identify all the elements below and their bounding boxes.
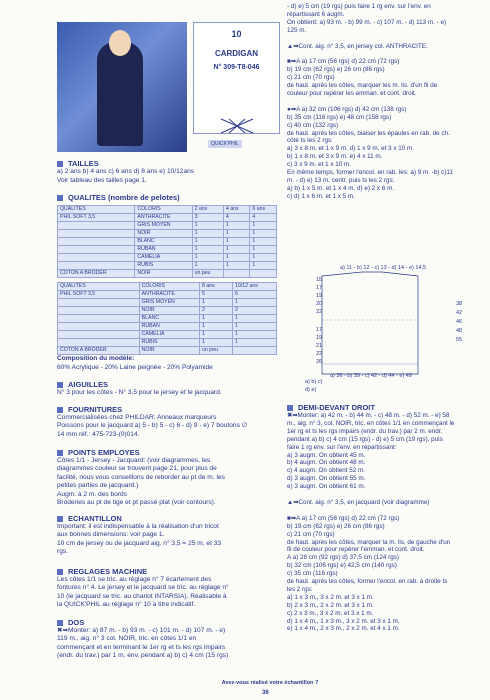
- table-cell: 1: [233, 339, 277, 347]
- table-row: [58, 214, 277, 222]
- schema-measure-label: 15: [316, 277, 323, 283]
- table-cell: ANTHRACITE: [139, 291, 199, 299]
- table-cell: [58, 222, 135, 230]
- table-cell: PHIL SOFT 3,5: [58, 214, 135, 222]
- section-points: [57, 448, 140, 457]
- table-cell: 1: [192, 262, 223, 270]
- schema-measure-label: 46: [456, 319, 463, 325]
- table-header-cell: COLORIS: [139, 283, 199, 291]
- bullet-square-icon: [57, 450, 63, 456]
- table-cell: [58, 323, 140, 331]
- table-header-cell: QUALITES: [58, 283, 140, 291]
- table-cell: 1: [192, 222, 223, 230]
- table-cell: 1: [200, 339, 233, 347]
- table-cell: 1: [223, 262, 250, 270]
- composition-title: Composition du modèle:: [57, 355, 135, 362]
- fournitures-text: Commercialisées chez PHILDAR: Anneaux marqueurs Poissons pour le jacquard a) 5 - b) 5 - c) 6 - d) 9 - e) 7 boutons ∅ 14 mm réf.: 475-723-(0)014.: [57, 414, 248, 438]
- table-cell: BLANC: [135, 238, 192, 246]
- table-cell: 1: [250, 246, 277, 254]
- section-title: REGLAGES MACHINE: [68, 567, 148, 576]
- table-cell: [250, 270, 277, 278]
- table-cell: 5: [200, 291, 233, 299]
- schema-right-labels: [456, 300, 462, 345]
- section-title: AIGUILLES: [68, 380, 109, 389]
- table-cell: 2: [233, 307, 277, 315]
- table-cell: 1: [192, 254, 223, 262]
- schema-measure-label: 19: [316, 293, 323, 299]
- section-reglages: [57, 567, 147, 576]
- table-row: [58, 270, 277, 278]
- bullet-square-icon: [57, 195, 63, 201]
- table-cell: NOIR: [135, 270, 192, 278]
- table-cell: [233, 347, 277, 355]
- schema-bottom-label: a) 36 - b) 39 - c) 42 - d) 44 - e) 49: [330, 373, 412, 379]
- schema-measure-label: 48: [456, 328, 463, 334]
- table-row: [58, 222, 277, 230]
- table-cell: 1: [223, 254, 250, 262]
- section-dos: [57, 618, 84, 627]
- table-cell: RUBIS: [135, 262, 192, 270]
- schema-measure-label: 19: [316, 335, 323, 341]
- table-cell: COTON A BRODER: [58, 270, 135, 278]
- bullet-square-icon: [57, 620, 63, 626]
- table-cell: RUBAN: [139, 323, 199, 331]
- table-header-cell: 8 ans: [200, 283, 233, 291]
- schema-side-label-2: d) e): [305, 387, 317, 393]
- table-row: [58, 339, 277, 347]
- bullet-square-icon: [287, 405, 293, 411]
- section-title: TAILLES: [68, 159, 99, 168]
- schema-measure-label: 22: [316, 351, 323, 357]
- table-row: [58, 246, 277, 254]
- yarn-table-1: [57, 205, 277, 278]
- section-fournitures: [57, 405, 122, 414]
- table-cell: 2: [200, 307, 233, 315]
- table-cell: CAMELIA: [139, 331, 199, 339]
- bullet-square-icon: [57, 569, 63, 575]
- section-title: ECHANTILLON: [68, 514, 122, 523]
- table-row: [58, 307, 277, 315]
- table-cell: 1: [223, 246, 250, 254]
- table-cell: [223, 270, 250, 278]
- table-header-cell: COLORIS: [135, 206, 192, 214]
- table-cell: 1: [233, 323, 277, 331]
- table-cell: 4: [250, 214, 277, 222]
- schema-measure-label: 17: [316, 327, 323, 333]
- section-tailles: [57, 159, 99, 168]
- table-header-row: [58, 283, 277, 291]
- schema-left-bottom-labels: [316, 326, 322, 366]
- bullet-square-icon: [57, 516, 63, 522]
- schema-left-top-labels: [316, 276, 322, 316]
- table-header-cell: 10/12 ans: [233, 283, 277, 291]
- schema-measure-label: 26: [316, 359, 323, 365]
- table-cell: GRIS MOYEN: [135, 222, 192, 230]
- table-cell: ANTHRACITE: [135, 214, 192, 222]
- table-cell: un peu: [200, 347, 233, 355]
- table-row: [58, 299, 277, 307]
- table-cell: 1: [233, 299, 277, 307]
- schema-measure-label: 42: [456, 310, 463, 316]
- table-cell: 1: [200, 299, 233, 307]
- demi-devant-text: ✖➡Monter: a) 42 m. - b) 44 m. - c) 48 m. - d) 52 m. - e) 58 m., aig. n° 3, col. NOIR, tric. en côtes 1/1 en commençant le 1er rg et ts les rgs impairs (endr. du trav.) par 2 m. endr. pendant a) b) c) 4 cm (15 rgs) - d) e) 5 cm (19 rgs), puis faire 1 rg env. sur l'env. en répartissant: a) 3 augm. On obtient 45 m. b) 4 augm. On obtient 48 m. c) 4 augm. On obtient 52 m. d) 3 augm. On obtient 55 m. e) 3 augm. On obtient 61 m. ▲➡Cont. aig. n° 3,5, en jacquard (voir diagramme) ■➡A a) 17 cm (56 rgs) d) 22 cm (72 rgs) b) 19 cm (62 rgs) e) 26 cm (86 rgs) c) 21 cm (70 rgs) de haut. après les côtes, marquer la m. lis. de gauche d'un fil de couleur pour repérer l'emman. et cont. droit. A a) 28 cm (92 rgs) d) 37,5 cm (124 rgs) b) 32 cm (106 rgs) e) 42,5 cm (140 rgs) c) 35 cm (116 rgs) de haut. après les côtes, former l'encol. en rab. à droite ts les 2 rgs: a) 1 x 3 m., 3 x 2 m. et 3 x 1 m. b) 2 x 3 m., 2 x 2 m. et 3 x 1 m. c) 2 x 3 m., 3 x 2 m. et 3 x 1 m. d) 1 x 4 m., 1 x 3 m., 3 x 2 m. et 3 x 1 m. e) 1 x 4 m., 2 x 3 m., 2 x 2 m. et 4 x 1 m.: [287, 412, 455, 633]
- table-cell: 1: [233, 331, 277, 339]
- section-title: QUALITES (nombre de pelotes): [68, 193, 180, 202]
- table-row: [58, 254, 277, 262]
- bullet-square-icon: [57, 161, 63, 167]
- table-cell: un peu: [192, 270, 223, 278]
- schema-measure-label: 22: [316, 309, 323, 315]
- table-cell: 1: [200, 331, 233, 339]
- table-row: [58, 238, 277, 246]
- table-cell: [58, 230, 135, 238]
- child-figure: [97, 42, 143, 146]
- aiguilles-text: N° 3 pour les côtes - N° 3,5 pour le jersey et le jacquard.: [57, 389, 222, 396]
- table-cell: CAMELIA: [135, 254, 192, 262]
- dos-continued-text: - d) e) 5 cm (19 rgs) puis faire 1 rg env. sur l'env. en répartissant 6 augm. On obtient: a) 93 m. - b) 99 m. - c) 107 m. - d) 113 m. - e) 125 m. ▲➡Cont. aig. n° 3,5, en jersey col. ANTHRACITE. ■➡A a) 17 cm (56 rgs) d) 22 cm (72 rgs) b) 19 cm (62 rgs) e) 26 cm (86 rgs) c) 21 cm (70 rgs) de haut. après les côtes, marquer les m. lis. d'un fil de couleur pour repérer les emman. et cont. droit. ●➡A a) 32 cm (106 rgs) d) 42 cm (138 rgs) b) 35 cm (116 rgs) e) 48 cm (158 rgs) c) 40 cm (132 rgs) de haut. après les côtes, biaiser les épaules en rab. de ch. côté ts les 2 rgs: a) 3 x 8 m. et 1 x 9 m. d) 1 x 9 m. et 3 x 10 m. b) 1 x 8 m. et 3 x 9 m. e) 4 x 11 m. c) 3 x 9 m. et 1 x 10 m. En même temps, former l'encol. en rab. les: a) 9 m. -b) c)11 m. - d) e) 13 m. centr. puis ts les 2 rgs: a) b) 1 x 5 m. et 1 x 4 m. d) e) 2 x 6 m. c) d) 1 x 6 m. et 1 x 5 m.: [287, 3, 453, 200]
- table-cell: RUBAN: [135, 246, 192, 254]
- footer-question: Avez-vous réalisé votre échantillon ?: [221, 680, 319, 686]
- section-title: DEMI-DEVANT DROIT: [298, 403, 375, 412]
- table-cell: [58, 246, 135, 254]
- table-cell: NOIR: [135, 230, 192, 238]
- table-cell: PHIL SOFT 3,5: [58, 291, 140, 299]
- table-cell: 1: [192, 246, 223, 254]
- table-row: [58, 262, 277, 270]
- table-cell: [58, 254, 135, 262]
- table-cell: 1: [250, 254, 277, 262]
- table-cell: NOIR: [139, 307, 199, 315]
- table-cell: 1: [250, 230, 277, 238]
- table-cell: 1: [223, 230, 250, 238]
- table-cell: [58, 238, 135, 246]
- schema-measure-label: 55: [456, 337, 463, 343]
- table-cell: RUBIS: [139, 339, 199, 347]
- table-cell: [58, 307, 140, 315]
- page-number: 36: [262, 690, 269, 696]
- table-row: [58, 230, 277, 238]
- quickphil-badge: QUICK'PHIL: [208, 140, 242, 148]
- section-echantillon: [57, 514, 122, 523]
- schema-top-label: a) 11 - b) 12 - c) 13 - d) 14 - e) 14,5: [340, 265, 427, 271]
- composition-text: 60% Acrylique - 20% Laine peignée - 20% Polyamide: [57, 364, 213, 371]
- table-cell: 1: [192, 238, 223, 246]
- section-title: FOURNITURES: [68, 405, 123, 414]
- schema-measure-label: 20: [316, 301, 323, 307]
- tailles-line2: Voir tableau des tailles page 1.: [57, 177, 147, 184]
- table-cell: [58, 315, 140, 323]
- table-header-cell: 6 ans: [250, 206, 277, 214]
- section-title: POINTS EMPLOYES: [68, 448, 140, 457]
- table-cell: [58, 339, 140, 347]
- table-header-row: [58, 206, 277, 214]
- pattern-title: CARDIGAN: [214, 49, 259, 58]
- schema-measure-label: 38: [456, 301, 463, 307]
- table-row: [58, 291, 277, 299]
- table-cell: 1: [200, 315, 233, 323]
- schema-measure-label: 21: [316, 343, 323, 349]
- section-title: DOS: [68, 618, 85, 627]
- table-cell: 1: [192, 230, 223, 238]
- tailles-line1: a) 2 ans b) 4 ans c) 6 ans d) 8 ans e) 10/12ans: [57, 168, 195, 175]
- table-cell: [58, 299, 140, 307]
- table-cell: COTON A BRODER: [58, 347, 140, 355]
- table-row: [58, 315, 277, 323]
- yarn-table-2: [57, 282, 277, 355]
- schema-side-label: a) b) c): [305, 379, 323, 385]
- needles-icon: [215, 117, 259, 135]
- table-cell: 1: [223, 238, 250, 246]
- dos-text: ✖➡Monter: a) 87 m. - b) 93 m. - c) 101 m. - d) 107 m. - e) 119 m., aig. n° 3 col. NOIR, tric. en côtes 1/1 en commençant et en terminant le 1er rg et ts les rgs impairs (endr. du trav.) par 1 m. env. pendant a) b) c) 4 cm (15 rgs): [57, 627, 229, 660]
- section-aiguilles: [57, 380, 108, 389]
- table-cell: [58, 331, 140, 339]
- pattern-number: 10: [231, 29, 242, 39]
- pattern-reference: N° 309-T8-046: [213, 64, 260, 71]
- table-cell: 1: [233, 315, 277, 323]
- model-photo: [57, 22, 187, 152]
- table-cell: BLANC: [139, 315, 199, 323]
- table-header-cell: 4 ans: [223, 206, 250, 214]
- table-cell: 1: [250, 222, 277, 230]
- table-cell: NOIR: [139, 347, 199, 355]
- table-cell: 3: [192, 214, 223, 222]
- section-demi-devant: [287, 403, 375, 412]
- table-cell: 1: [223, 222, 250, 230]
- table-header-cell: QUALITES: [58, 206, 135, 214]
- points-text: Côtes 1/1 - Jersey - Jacquard: (voir diagrammes, les diagrammes couleur se trouvent page 21, pour plus de facilité, nous vous conseillons de reborder au pt de m. les petites parties de jacquard.) Augm. à 2 m. des bords Broderies au pt de tige et pt passé plat (voir contours).: [57, 457, 225, 507]
- schema-measure-label: 17: [316, 285, 323, 291]
- table-cell: 6: [233, 291, 277, 299]
- section-qualites: [57, 193, 180, 202]
- bullet-square-icon: [57, 407, 63, 413]
- echantillon-text: Important: il est indispensable à la réalisation d'un tricot aux bonnes dimensions: voir page 1. 10 cm de jersey ou de jacquard aig. n° 3,5 = 25 m. et 33 rgs.: [57, 523, 222, 556]
- table-cell: 1: [250, 262, 277, 270]
- table-cell: GRIS MOYEN: [139, 299, 199, 307]
- table-cell: [58, 262, 135, 270]
- bullet-square-icon: [57, 382, 63, 388]
- table-row: [58, 323, 277, 331]
- table-row: [58, 347, 277, 355]
- table-cell: 4: [223, 214, 250, 222]
- table-cell: 1: [200, 323, 233, 331]
- table-cell: 1: [250, 238, 277, 246]
- table-header-cell: 2 ans: [192, 206, 223, 214]
- reglages-text: Les côtes 1/1 se tric. au réglage n° 7 écartement des fontures n° 4. Le jersey et le jacquard se tric. au réglage n° 10 (le jacquard se tric. au chariot INTARSIA). Réalisable à la QUICK'PHIL au réglage n° 10 à titre indicatif.: [57, 576, 229, 609]
- table-row: [58, 331, 277, 339]
- child-face: [109, 30, 131, 56]
